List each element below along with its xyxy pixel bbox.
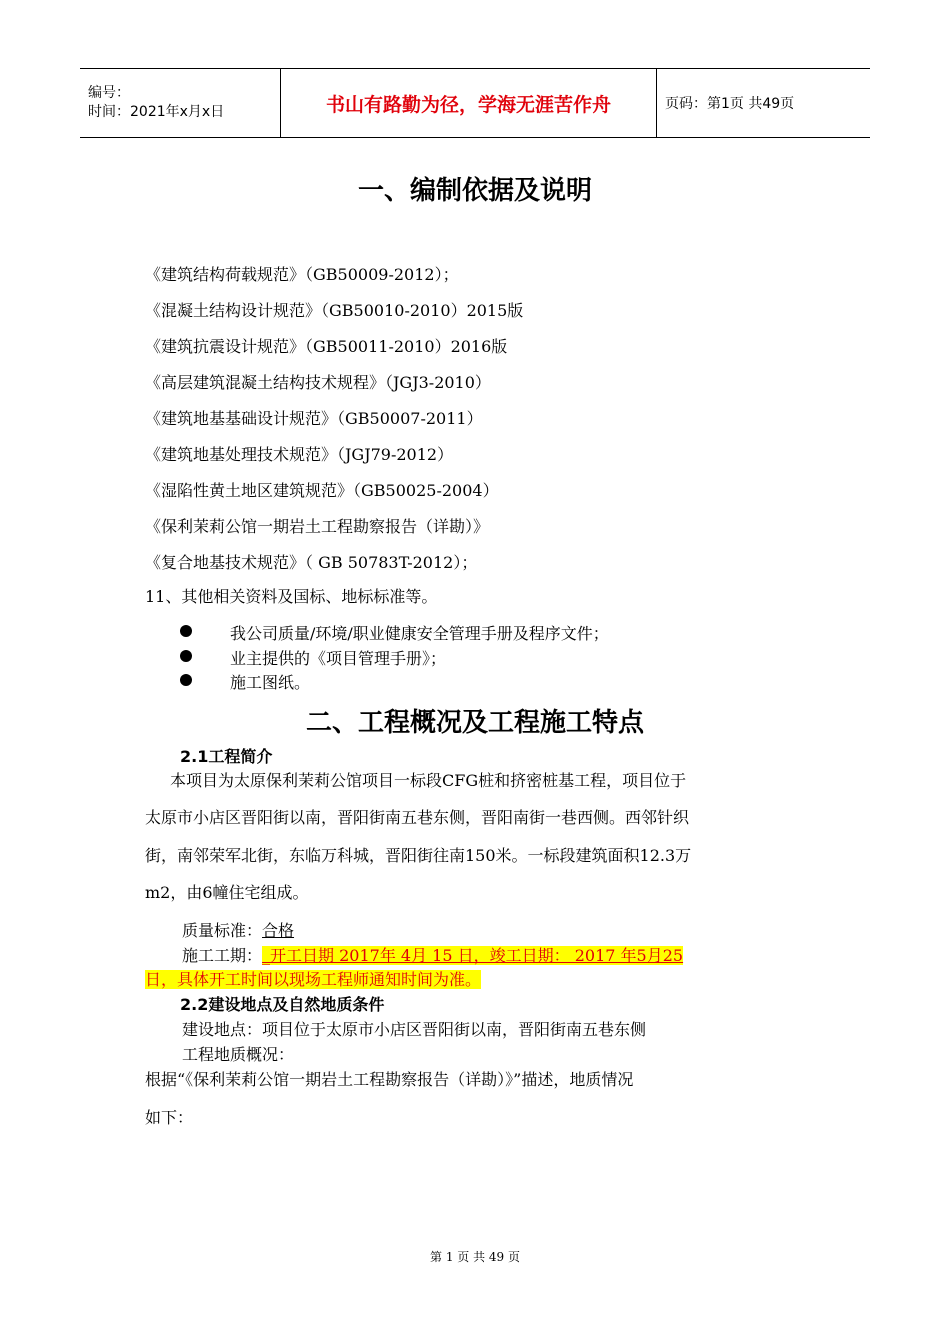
reference-item: 《建筑结构荷载规范》（GB50009-2012）； bbox=[145, 265, 459, 284]
number-label: 编号： bbox=[88, 85, 130, 101]
header-table bbox=[80, 68, 870, 138]
quality-label: 质量标准： bbox=[182, 921, 263, 940]
geology-line: 如下： bbox=[145, 1108, 194, 1127]
schedule-note: 日，具体开工时间以现场工程师通知时间为准。 bbox=[145, 970, 482, 989]
time-label: 时间：2021年x月x日 bbox=[88, 104, 225, 120]
header-page bbox=[657, 69, 870, 137]
intro-line: 本项目为太原保利茉莉公馆项目一标段CFG桩和挤密桩基工程，项目位于 bbox=[170, 771, 687, 790]
bullet-item bbox=[180, 670, 310, 693]
site-line: 建设地点：项目位于太原市小店区晋阳街以南，晋阳街南五巷东侧 bbox=[182, 1020, 647, 1039]
quality-value: 合格 bbox=[262, 921, 295, 940]
section1-title: 一、编制依据及说明 bbox=[357, 176, 592, 206]
geology-line: 根据“《保利茉莉公馆一期岩土工程勘察报告（详勘）》”描述，地质情况 bbox=[145, 1070, 634, 1089]
bullet-dot-icon bbox=[180, 650, 192, 662]
bullet-dot-icon bbox=[180, 625, 192, 637]
bullet-item bbox=[180, 646, 446, 669]
reference-item: 《保利茉莉公馆一期岩土工程勘察报告（详勘）》 bbox=[145, 517, 490, 536]
schedule-line-2 bbox=[145, 967, 481, 990]
intro-line: 太原市小店区晋阳街以南，晋阳街南五巷东侧，晋阳南街一巷西侧。西邻针织 bbox=[145, 808, 690, 827]
intro-line: m2，由6幢住宅组成。 bbox=[145, 883, 309, 902]
reference-item: 11、其他相关资料及国标、地标标准等。 bbox=[145, 587, 438, 606]
reference-item: 《建筑地基处理技术规范》（JGJ79-2012） bbox=[145, 445, 454, 464]
schedule-label: 施工工期： bbox=[182, 946, 263, 965]
schedule-line bbox=[182, 943, 683, 966]
bullet-item bbox=[180, 621, 609, 644]
section2-title: 二、工程概况及工程施工特点 bbox=[305, 708, 644, 738]
geology-label: 工程地质概况： bbox=[182, 1045, 295, 1064]
quality-line bbox=[182, 918, 294, 941]
schedule-dates: _开工日期 2017年 4月 15 日，竣工日期： 2017 年5月25 bbox=[262, 946, 684, 965]
motto-text: 书山有路勤为径，学海无涯苦作舟 bbox=[325, 93, 611, 116]
header-left bbox=[80, 69, 280, 137]
reference-item: 《复合地基技术规范》（ GB 50783T-2012）； bbox=[145, 553, 478, 572]
bullet-text: 我公司质量/环境/职业健康安全管理手册及程序文件； bbox=[230, 624, 609, 643]
bullet-text: 业主提供的《项目管理手册》； bbox=[230, 649, 447, 668]
reference-item: 《混凝土结构设计规范》（GB50010-2010）2015版 bbox=[145, 301, 524, 320]
reference-item: 《高层建筑混凝土结构技术规程》（JGJ3-2010） bbox=[145, 373, 491, 392]
bullet-dot-icon bbox=[180, 674, 192, 686]
intro-line: 街，南邻荣军北街，东临万科城，晋阳街往南150米。一标段建筑面积12.3万 bbox=[145, 846, 692, 865]
subsection-title: 2.1工程简介 bbox=[180, 747, 273, 766]
reference-item: 《建筑抗震设计规范》（GB50011-2010）2016版 bbox=[145, 337, 508, 356]
header-motto bbox=[280, 69, 657, 137]
page-label: 页码：第1页 共49页 bbox=[665, 96, 795, 112]
reference-item: 《建筑地基基础设计规范》（GB50007-2011） bbox=[145, 409, 483, 428]
reference-item: 《湿陷性黄土地区建筑规范》（GB50025-2004） bbox=[145, 481, 499, 500]
page-footer: 第 1 页 共 49 页 bbox=[430, 1250, 520, 1264]
subsection-title: 2.2建设地点及自然地质条件 bbox=[180, 995, 385, 1014]
bullet-text: 施工图纸。 bbox=[230, 673, 311, 692]
